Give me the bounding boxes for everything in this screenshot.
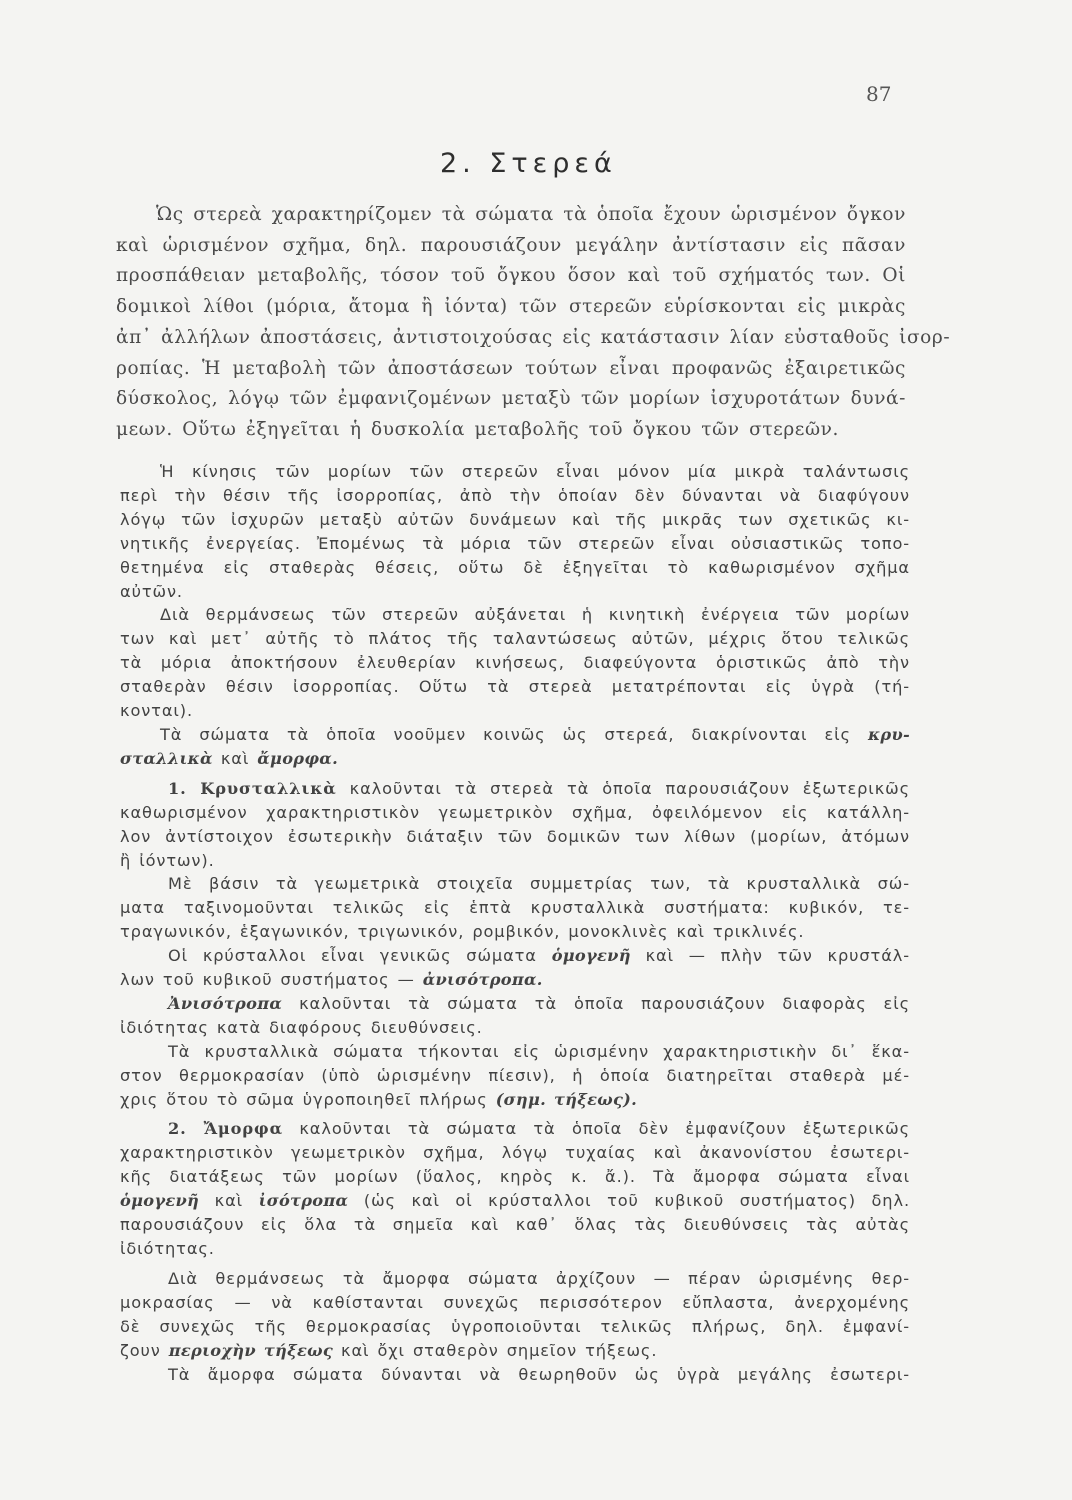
paragraph-crystal-systems <box>120 872 910 944</box>
paragraph-amorphous-heating <box>120 1267 910 1363</box>
bold-heading: 2. Ἄμορφα <box>168 1119 283 1139</box>
text-line <box>120 968 910 992</box>
text-line <box>120 777 910 801</box>
intro-line: μεων. Οὕτω ἐξηγεῖται ἡ δυσκολία μεταβολῆς τοῦ ὄγκου τῶν στερεῶν. <box>116 418 840 440</box>
text-line: τραγωνικόν, ἑξαγωνικόν, τριγωνικόν, ρομβικόν, μονοκλινὲς καὶ τρικλινές. <box>120 922 805 942</box>
text-line: αὐτῶν. <box>120 581 183 601</box>
paragraph-amorphous-liquids <box>120 1363 910 1387</box>
text-line: Διὰ θερμάνσεως τὰ ἄμορφα σώματα ἀρχίζουν — πέραν ὡρισμένης θερ- <box>168 1268 910 1288</box>
text-line: λον ἀντίστοιχον ἐσωτερικὴν διάταξιν τῶν δομικῶν των λίθων (μορίων, ἀτόμων <box>120 826 910 846</box>
text-line: Τὰ κρυσταλλικὰ σώματα τήκονται εἰς ὡρισμένην χαρακτηριστικὴν δι᾽ ἕκα- <box>168 1041 910 1061</box>
intro-line: ἀπ᾽ ἀλλήλων ἀποστάσεις, ἀντιστοιχούσας εἰς κατάστασιν λίαν εὐσταθοῦς ἰσορ- <box>116 326 951 348</box>
text-line: νητικῆς ἐνεργείας. Ἐπομένως τὰ μόρια τῶν στερεῶν εἶναι οὐσιαστικῶς τοπο- <box>120 533 910 553</box>
text-line: σταθερὰν θέσιν ἰσορροπίας. Οὕτω τὰ στερεὰ μετατρέπονται εἰς ὑγρὰ (τή- <box>120 677 910 697</box>
text-run: καλοῦνται τὰ στερεὰ τὰ ὁποῖα παρουσιάζουν ἐξωτερικῶς <box>336 778 910 798</box>
text-line: κονται). <box>120 701 194 721</box>
paragraph-crystalline <box>120 777 910 873</box>
intro-line: Ὡς στερεὰ χαρακτηρίζομεν τὰ σώματα τὰ ὁποῖα ἔχουν ὡρισμένον ὄγκον <box>156 204 906 225</box>
intro-line: δύσκολος, λόγῳ τῶν ἐμφανιζομένων μεταξὺ τῶν μορίων ἰσχυροτάτων δυνά- <box>116 388 906 410</box>
intro-line: προσπάθειαν μεταβολῆς, τόσον τοῦ ὄγκου ὅσον καὶ τοῦ σχήματός των. Οἱ <box>116 265 906 287</box>
paragraph-homogeneous <box>120 944 910 992</box>
text-line <box>120 1088 910 1112</box>
text-line <box>120 747 910 771</box>
paragraph-heating <box>120 603 910 723</box>
text-line: ἰδιότητας. <box>120 1239 215 1258</box>
page-number: 87 <box>866 82 892 106</box>
text-line: μοκρασίας — νὰ καθίστανται συνεχῶς περισσότερον εὔπλαστα, ἀνερχομένης <box>120 1292 910 1312</box>
text-run: καὶ <box>212 748 258 768</box>
text-line: στον θερμοκρασίαν (ὑπὸ ὡρισμένην πίεσιν), ἡ ὁποία διατηρεῖται σταθερὰ μέ- <box>120 1065 910 1085</box>
italic-term: ἰσότροπα <box>258 1191 349 1211</box>
italic-term: κρυ- <box>867 724 911 744</box>
intro-paragraph <box>116 200 951 446</box>
text-run: (ὡς καὶ οἱ κρύσταλλοι τοῦ κυβικοῦ συστήματος) δηλ. <box>348 1191 910 1211</box>
text-run: καὶ — πλὴν τῶν κρυστάλ- <box>630 946 910 966</box>
italic-term: ὁμογενῆ <box>120 1191 200 1211</box>
paragraph-melting <box>120 1040 910 1112</box>
text-line <box>120 723 910 747</box>
text-line: δὲ συνεχῶς τῆς θερμοκρασίας ὑγροποιοῦνται τελικῶς πλήρως, δηλ. ἐμφανί- <box>120 1316 910 1336</box>
text-line: λόγῳ τῶν ἰσχυρῶν μεταξὺ αὐτῶν δυνάμεων καὶ τῆς μικρᾶς των σχετικῶς κι- <box>120 509 910 529</box>
text-line: χαρακτηριστικὸν γεωμετρικὸν σχῆμα, λόγῳ τυχαίας καὶ ἀκανονίστου ἐσωτερι- <box>120 1143 910 1163</box>
text-run: καλοῦνται τὰ σώματα τὰ ὁποῖα δὲν ἐμφανίζουν ἐξωτερικῶς <box>282 1119 910 1139</box>
text-line: Ἡ κίνησις τῶν μορίων τῶν στερεῶν εἶναι μόνον μία μικρὰ ταλάντωσις <box>160 462 910 481</box>
paragraph-classification <box>120 723 910 771</box>
text-run: καὶ ὄχι σταθερὸν σημεῖον τήξεως. <box>333 1340 658 1360</box>
paragraph-amorphous <box>120 1117 910 1260</box>
italic-term: ὁμογενῆ <box>551 946 631 966</box>
italic-term: ἄμορφα. <box>257 748 339 768</box>
text-line: Διὰ θερμάνσεως τῶν στερεῶν αὐξάνεται ἡ κινητικὴ ἐνέργεια τῶν μορίων <box>160 605 910 625</box>
text-run: χρις ὅτου τὸ σῶμα ὑγροποιηθεῖ πλήρως <box>120 1089 496 1109</box>
intro-line: καὶ ὡρισμένον σχῆμα, δηλ. παρουσιάζουν μεγάλην ἀντίστασιν εἰς πᾶσαν <box>116 234 906 256</box>
bold-heading: 1. Κρυσταλλικὰ <box>168 778 337 798</box>
section-title: 2. Στερεά <box>440 148 617 179</box>
text-line <box>120 1117 910 1141</box>
text-line: κῆς διατάξεως τῶν μορίων (ὕαλος, κηρὸς κ. ἄ.). Τὰ ἄμορφα σώματα εἶναι <box>120 1167 910 1187</box>
text-line: τὰ μόρια ἀποκτήσουν ἐλευθερίαν κινήσεως, διαφεύγοντα ὁριστικῶς ἀπὸ τὴν <box>120 653 910 673</box>
text-line <box>120 944 910 968</box>
text-run: ζουν <box>120 1340 169 1360</box>
text-run: Τὰ σώματα τὰ ὁποῖα νοοῦμεν κοινῶς ὡς στερεά, διακρίνονται εἰς <box>160 724 851 744</box>
text-line: παρουσιάζουν εἰς ὅλα τὰ σημεῖα καὶ καθ᾽ ὅλας τὰς διευθύνσεις τὰς αὐτὰς <box>120 1215 910 1235</box>
intro-line: δομικοὶ λίθοι (μόρια, ἄτομα ἢ ἰόντα) τῶν στερεῶν εὑρίσκονται εἰς μικρὰς <box>116 296 906 318</box>
body-text <box>120 460 910 1386</box>
text-line: περὶ τὴν θέσιν τῆς ἰσορροπίας, ἀπὸ τὴν ὁποίαν δὲν δύνανται νὰ διαφύγουν <box>120 485 910 505</box>
text-run: Οἱ κρύσταλλοι εἶναι γενικῶς σώματα <box>168 946 552 966</box>
italic-term: σταλλικὰ <box>120 748 213 768</box>
text-run: καλοῦνται τὰ σώματα τὰ ὁποῖα παρουσιάζουν διαφορὰς εἰς <box>282 993 910 1013</box>
paragraph-anisotropic <box>120 992 910 1040</box>
italic-term: περιοχὴν τήξεως <box>168 1340 333 1360</box>
text-line: καθωρισμένον χαρακτηριστικὸν γεωμετρικὸν σχῆμα, ὀφειλόμενον εἰς κατάλλη- <box>120 802 910 822</box>
text-line: ἰδιότητας κατὰ διαφόρους διευθύνσεις. <box>120 1017 483 1037</box>
text-line <box>120 1339 910 1363</box>
text-line: ἢ ἰόντων). <box>120 850 215 870</box>
italic-term: (σημ. τήξεως). <box>495 1089 638 1109</box>
text-line: των καὶ μετ᾽ αὐτῆς τὸ πλάτος τῆς ταλαντώσεως αὐτῶν, μέχρις ὅτου τελικῶς <box>120 629 910 649</box>
text-line: Τὰ ἄμορφα σώματα δύνανται νὰ θεωρηθοῦν ὡς ὑγρὰ μεγάλης ἐσωτερι- <box>168 1364 910 1384</box>
italic-term: Ἀνισότροπα <box>168 993 283 1013</box>
text-run: λων τοῦ κυβικοῦ συστήματος — <box>120 970 423 990</box>
text-run: καὶ <box>199 1191 259 1211</box>
text-line <box>120 1189 910 1213</box>
text-line: Μὲ βάσιν τὰ γεωμετρικὰ στοιχεῖα συμμετρίας των, τὰ κρυσταλλικὰ σώ- <box>168 874 910 894</box>
intro-line: ροπίας. Ἡ μεταβολὴ τῶν ἀποστάσεων τούτων εἶναι προφανῶς ἐξαιρετικῶς <box>116 357 906 379</box>
text-line <box>120 992 910 1016</box>
italic-term: ἀνισότροπα. <box>422 970 543 990</box>
text-line: ματα ταξινομοῦνται τελικῶς εἰς ἑπτὰ κρυσταλλικὰ συστήματα: κυβικόν, τε- <box>120 898 910 918</box>
paragraph-molecular-motion <box>120 460 910 603</box>
text-line: θετημένα εἰς σταθερὰς θέσεις, οὕτω δὲ ἐξηγεῖται τὸ καθωρισμένον σχῆμα <box>120 557 910 577</box>
